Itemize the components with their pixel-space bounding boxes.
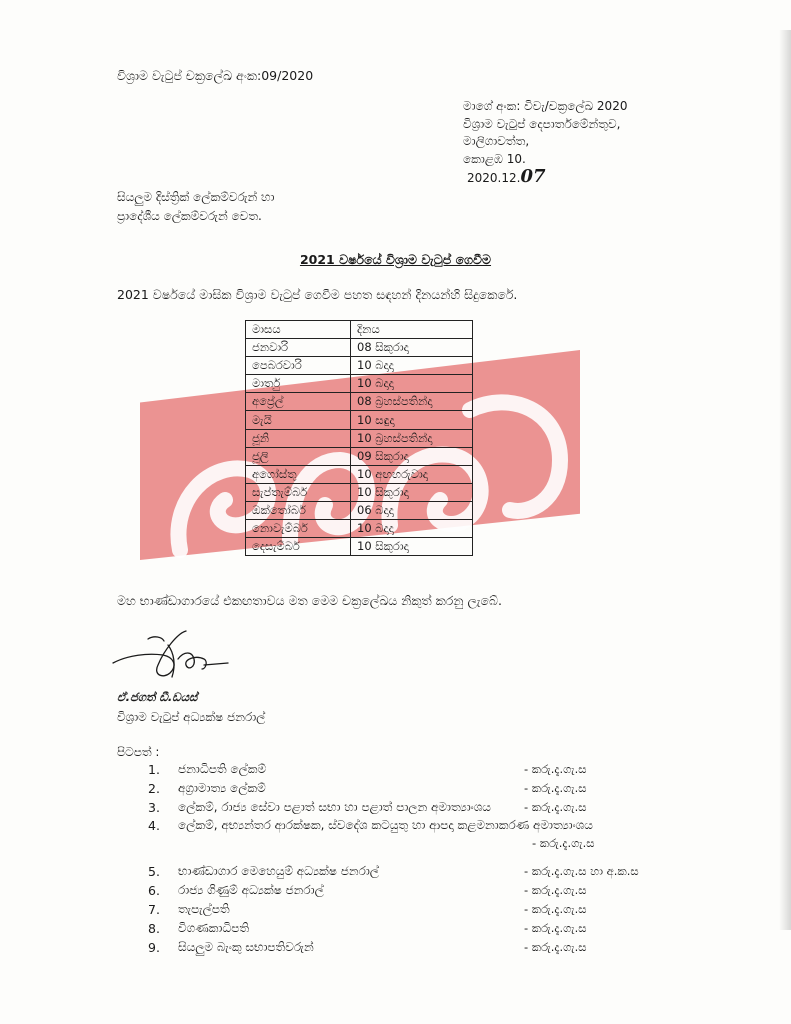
copy-tag: - කරු.දැ.ගැ.ස හා අ.ක.ස (524, 864, 639, 878)
month-cell: අප්‍රේල් (246, 393, 351, 411)
sender-address (463, 98, 627, 188)
copy-recipient: ලේකම්, අභ්‍යන්තර ආරක්ෂක, ස්වදේශ කටයුතු හා ආපදා කළමනාකරණ අමාත්‍යාංශය (178, 818, 593, 832)
table-row (246, 447, 473, 465)
table-row (246, 538, 473, 556)
address-line: මාලිගාවත්ත, (463, 134, 530, 148)
month-cell: පෙබරවාරි (246, 357, 351, 375)
address-line: කොළඹ 10. (463, 151, 526, 166)
copy-number: 4. (148, 818, 160, 833)
month-cell: ජූලි (246, 447, 351, 465)
copy-number: 7. (148, 902, 160, 917)
month-cell: සැප්තැම්බර් (246, 483, 351, 501)
copy-tag: - කරු.දැ.ගැ.ස (524, 762, 587, 776)
address-line: විශ්‍රාම වැටුප් දෙපාර්තමේන්තුව, (463, 116, 621, 131)
address-line: මාගේ අංක: විවැ/චක්‍රලේඛ 2020 (463, 99, 628, 113)
date-handwritten: 07 (520, 166, 546, 187)
copy-recipient: ජනාධිපති ලේකම් (178, 762, 267, 776)
date-cell: 08 සිකුරාදා (351, 339, 473, 357)
scan-edge-shadow (779, 30, 791, 930)
month-cell: ජූනි (246, 429, 351, 447)
copy-number: 6. (148, 883, 160, 898)
intro-paragraph: 2021 වර්ෂයේ මාසික විශ්‍රාම වැටුප් ගෙවීම පහත සඳහන් දිනයන්හි සිදුකෙරේ. (117, 287, 518, 302)
date-cell: 10 අඟහරුවාදා (351, 465, 473, 483)
copy-recipient: භාණ්ඩාගාර මෙහෙයුම් අධ්‍යක්ෂ ජනරාල් (178, 864, 379, 878)
copy-number: 8. (148, 921, 160, 936)
month-cell: මැයි (246, 411, 351, 429)
date-printed: 2020.12. (467, 171, 521, 185)
copy-number: 9. (148, 940, 160, 955)
month-cell: ඔක්තෝබර් (246, 501, 351, 519)
copy-recipient: ලේකම්, රාජ්‍ය සේවා පළාත් සභා හා පළාත් පාලන අමාත්‍යාංශය (178, 800, 491, 814)
date-cell: 10 සඳුදා (351, 411, 473, 429)
table-row (246, 393, 473, 411)
copy-recipient: රාජ්‍ය ගිණුම් අධ්‍යක්ෂ ජනරාල් (178, 883, 324, 897)
header-month: මාසය (246, 321, 351, 339)
copy-number: 5. (148, 864, 160, 879)
date-cell: 10 බ්‍රහස්පතින්දා (351, 429, 473, 447)
recipient-line: ප්‍රාදේශීය ලේකම්වරුන් වෙත. (117, 209, 262, 223)
recipient-line: සියලුම දිස්ත්‍රික් ලේකම්වරුන් හා (117, 190, 275, 204)
copy-number: 2. (148, 781, 160, 796)
copy-tag: - කරු.දැ.ගැ.ස (524, 940, 587, 954)
copy-tag: - කරු.දැ.ගැ.ස (524, 781, 587, 795)
table-row (246, 375, 473, 393)
copy-recipient: අග්‍රාමාත්‍ය ලේකම් (178, 781, 266, 795)
copies-label: පිටපත් : (117, 745, 160, 759)
document-title: 2021 වර්ෂයේ විශ්‍රාම වැටුප් ගෙවීම (299, 252, 492, 267)
issued-note: මහ භාණ්ඩාගාරයේ එකඟතාවය මත මෙම චක්‍රලේඛය නිකුත් කරනු ලැබේ. (117, 593, 502, 608)
table-row (246, 483, 473, 501)
signature-image (108, 625, 238, 685)
table-row (246, 411, 473, 429)
date-cell: 10 සිකුරාදා (351, 483, 473, 501)
month-cell: අගෝස්තු (246, 465, 351, 483)
table-row (246, 339, 473, 357)
copy-tag: - කරු.දැ.ගැ.ස (524, 921, 587, 935)
table-row (246, 520, 473, 538)
date-cell: 10 බදාදා (351, 520, 473, 538)
date-cell: 10 බදාදා (351, 375, 473, 393)
signatory-title: විශ්‍රාම වැටුප් අධ්‍යක්ෂ ජනරාල් (117, 710, 266, 724)
letter-date (463, 168, 627, 188)
table-header-row (246, 321, 473, 339)
date-cell: 10 සිකුරාදා (351, 538, 473, 556)
copy-tag: - කරු.දැ.ගැ.ස (524, 883, 587, 897)
copy-recipient: තැපැල්පති (178, 902, 230, 916)
month-cell: ජනවාරි (246, 339, 351, 357)
copy-number: 1. (148, 762, 160, 777)
copy-recipient: සියලුම බැංකු සභාපතිවරුන් (178, 940, 314, 954)
month-cell: නොවැම්බර් (246, 520, 351, 538)
month-cell: මාර්තු (246, 375, 351, 393)
table-row (246, 465, 473, 483)
date-cell: 08 බ්‍රහස්පතින්දා (351, 393, 473, 411)
copy-tag: - කරු.දැ.ගැ.ස (524, 902, 587, 916)
date-cell: 09 සිකුරාදා (351, 447, 473, 465)
table-row (246, 429, 473, 447)
month-cell: දෙසැම්බර් (246, 538, 351, 556)
table-row (246, 357, 473, 375)
date-cell: 06 බදාදා (351, 501, 473, 519)
header-date: දිනය (351, 321, 473, 339)
table-row (246, 501, 473, 519)
copy-tag: - කරු.දැ.ගැ.ස (524, 800, 587, 814)
circular-reference: විශ්‍රාම වැටුප් චක්‍රලේඛ අංක:09/2020 (117, 68, 314, 83)
copy-tag: - කරු.දැ.ගැ.ස (532, 836, 595, 850)
payment-schedule-table (245, 320, 473, 556)
recipients (117, 188, 274, 226)
date-cell: 10 බදාදා (351, 357, 473, 375)
copy-number: 3. (148, 800, 160, 815)
signatory-name: ඒ.ජගත් ඩී.ඩයස් (117, 690, 198, 704)
copy-recipient: විගණකාධිපති (178, 921, 250, 935)
